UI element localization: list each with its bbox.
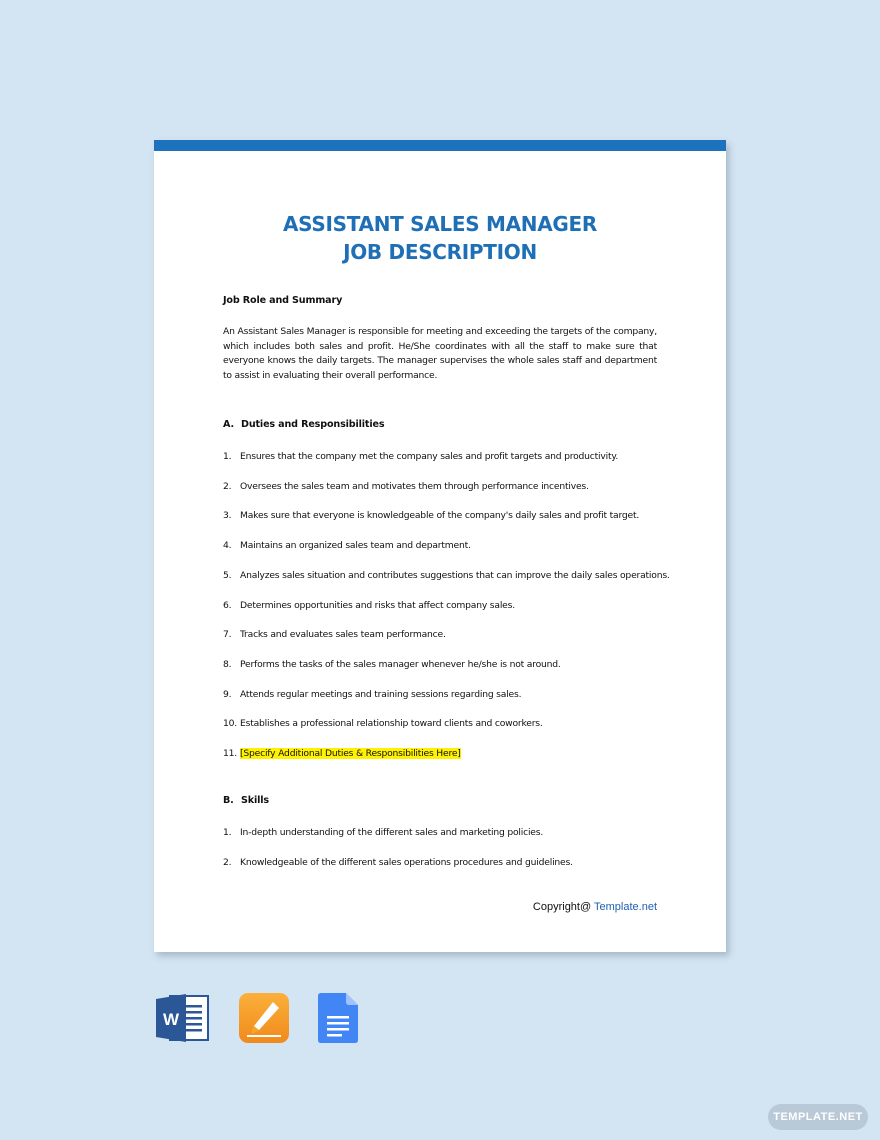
template-net-badge[interactable]: TEMPLATE.NET (768, 1104, 868, 1130)
item-text: Knowledgeable of the different sales operations procedures and guidelines. (240, 856, 573, 868)
item-text: Performs the tasks of the sales manager whenever he/she is not around. (240, 658, 561, 670)
item-text: Attends regular meetings and training sessions regarding sales. (240, 688, 522, 700)
list-item (223, 689, 521, 700)
document-page (154, 140, 726, 952)
skills-heading (223, 795, 269, 806)
item-text: Makes sure that everyone is knowledgeable of the company's daily sales and profit target. (240, 510, 640, 522)
item-text: In-depth understanding of the different sales and marketing policies. (240, 827, 544, 838)
item-text: Maintains an organized sales team and department. (240, 540, 471, 552)
item-number: 6. (223, 599, 232, 611)
item-text: Determines opportunities and risks that affect company sales. (240, 599, 515, 611)
list-item (223, 857, 573, 868)
summary-paragraph: An Assistant Sales Manager is responsible for meeting and exceeding the targets of the company, which includes both sales and profit. He/She coordinates with all the staff to make sure that everyone knows the daily targets. The manager supervises the whole sales staff and department to assist in evaluating their overall performance. (223, 326, 657, 381)
google-docs-icon[interactable] (318, 993, 358, 1043)
skills-heading-text: Skills (241, 795, 269, 806)
item-text: Tracks and evaluates sales team performance. (240, 629, 446, 641)
summary-heading: Job Role and Summary (223, 295, 343, 306)
item-text: Establishes a professional relationship toward clients and coworkers. (240, 718, 543, 730)
list-item (223, 451, 618, 462)
item-number: 11. (223, 748, 238, 759)
item-number: 4. (223, 540, 232, 552)
item-number: 2. (223, 480, 232, 492)
copyright-link[interactable]: Template.net (594, 901, 657, 913)
copyright-notice (533, 901, 657, 913)
pages-icon[interactable] (239, 993, 289, 1043)
list-item (223, 827, 543, 838)
item-number: 7. (223, 629, 232, 641)
duties-heading-text: Duties and Responsibilities (241, 419, 385, 430)
placeholder-highlight: [Specify Additional Duties & Responsibilities Here] (240, 748, 461, 759)
item-number: 2. (223, 856, 232, 868)
title-line-2: JOB DESCRIPTION (343, 240, 537, 264)
item-number: 9. (223, 688, 232, 700)
item-number: 10. (223, 718, 238, 730)
word-icon-letter: W (162, 1010, 180, 1029)
list-item (223, 718, 543, 729)
list-item (223, 510, 639, 521)
item-text: Oversees the sales team and motivates them through performance incentives. (240, 480, 589, 492)
list-item (223, 570, 670, 581)
skills-letter: B. (223, 795, 234, 806)
copyright-prefix: Copyright@ (532, 901, 595, 913)
list-item (223, 659, 561, 670)
list-item (223, 481, 589, 492)
item-number: 1. (223, 827, 232, 838)
document-title (154, 210, 726, 266)
item-number: 3. (223, 510, 232, 522)
duties-heading (223, 419, 384, 430)
item-text: Analyzes sales situation and contributes suggestions that can improve the daily sales operations. (240, 569, 670, 581)
word-icon[interactable] (156, 993, 210, 1043)
title-line-1: ASSISTANT SALES MANAGER (283, 212, 597, 236)
page-top-bar (154, 140, 726, 151)
item-number: 5. (223, 569, 232, 581)
list-item (223, 748, 461, 759)
list-item (223, 540, 471, 551)
duties-letter: A. (223, 419, 234, 430)
list-item (223, 629, 446, 640)
item-number: 8. (223, 658, 232, 670)
item-text: Ensures that the company met the company sales and profit targets and productivity. (240, 451, 619, 462)
list-item (223, 600, 515, 611)
item-number: 1. (223, 451, 232, 462)
